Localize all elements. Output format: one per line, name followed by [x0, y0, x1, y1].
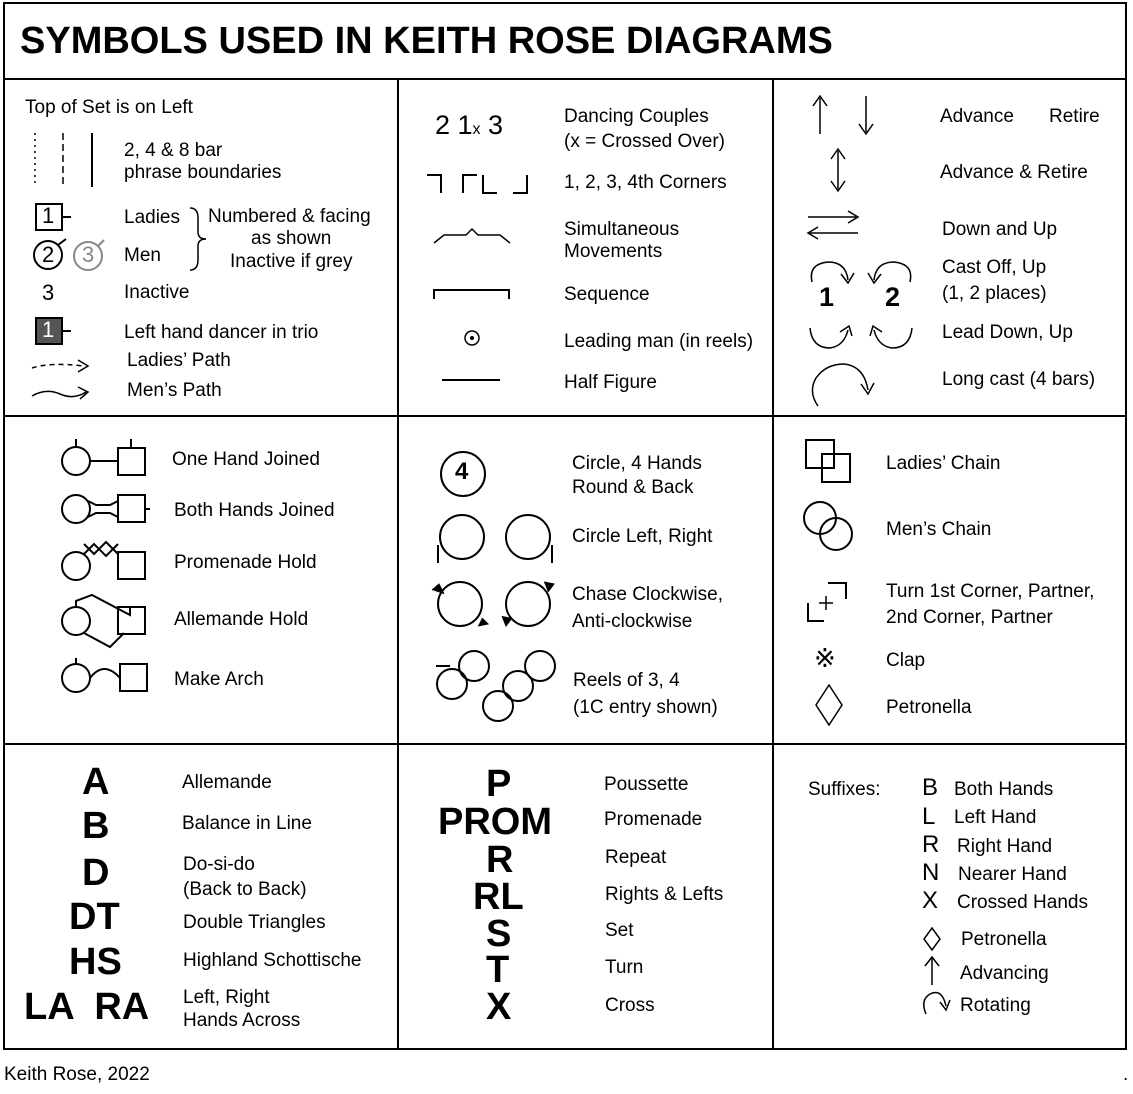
- chase-clockwise-icon: [432, 578, 492, 630]
- col-divider-1: [397, 78, 399, 1050]
- half-figure-label: Half Figure: [564, 372, 657, 393]
- numbered-note-3: Inactive if grey: [230, 251, 353, 272]
- label-balance: Balance in Line: [182, 813, 312, 834]
- suffix-symbol-n: N: [922, 859, 940, 886]
- retire-arrow-icon: [856, 94, 876, 136]
- one-hand-joined-icon: [60, 437, 150, 477]
- one-hand-label: One Hand Joined: [172, 449, 320, 470]
- inactive-number: 3: [42, 280, 55, 305]
- chase-anticlockwise-icon: [500, 578, 560, 630]
- label-double-triangles: Double Triangles: [183, 912, 326, 933]
- label-cross: Cross: [605, 995, 655, 1016]
- suffixes-label: Suffixes:: [808, 779, 881, 800]
- symbol-rights-lefts: RL: [473, 876, 524, 918]
- couples-label-1: Dancing Couples: [564, 106, 709, 127]
- corners-icon: [425, 172, 535, 196]
- page-title: SYMBOLS USED IN KEITH ROSE DIAGRAMS: [20, 20, 833, 62]
- symbol-cross: X: [486, 986, 512, 1028]
- label-turn: Turn: [605, 957, 644, 978]
- mens-chain-icon: [802, 500, 858, 554]
- leading-man-icon: [463, 329, 481, 347]
- clap-label: Clap: [886, 650, 926, 671]
- circle-four-number: 4: [455, 458, 469, 485]
- suffix-label-x: Crossed Hands: [957, 892, 1088, 913]
- leading-man-label: Leading man (in reels): [564, 331, 754, 352]
- suffix-label-r: Right Hand: [957, 836, 1053, 857]
- ladies-label: Ladies: [124, 207, 180, 228]
- phrase-boundary-lines-icon: [30, 130, 100, 190]
- circle-hands-label-1: Circle, 4 Hands: [572, 453, 702, 474]
- symbol-balance: B: [82, 805, 110, 847]
- ladies-path-arrow-icon: [30, 356, 92, 376]
- cast-number-1: 1: [819, 282, 835, 312]
- make-arch-icon: [60, 656, 152, 696]
- suffix-petronella-icon: [922, 926, 942, 954]
- symbol-dosido: D: [82, 852, 110, 894]
- couples-symbol-b: 3: [480, 110, 504, 140]
- simultaneous-label-1: Simultaneous: [564, 219, 680, 240]
- turn-corner-label-2: 2nd Corner, Partner: [886, 607, 1053, 628]
- symbol-allemande: A: [82, 761, 110, 803]
- lady-square-number: 1: [42, 203, 55, 228]
- suffix-symbol-b: B: [922, 774, 939, 801]
- reels-icon: [434, 648, 558, 726]
- chase-label-1: Chase Clockwise,: [572, 584, 723, 605]
- advance-arrow-icon: [810, 94, 830, 136]
- circle-left-right-label: Circle Left, Right: [572, 526, 713, 547]
- symbol-poussette: P: [486, 763, 512, 805]
- couples-symbol: [435, 110, 503, 145]
- brace-icon: [188, 206, 210, 272]
- cast-number-2: 2: [885, 282, 901, 312]
- simultaneous-icon: [432, 227, 512, 249]
- long-cast-icon: [806, 360, 878, 410]
- symbol-turn: T: [486, 949, 510, 991]
- label-set: Set: [605, 920, 634, 941]
- suffix-label-advancing: Advancing: [960, 963, 1049, 984]
- suffix-advancing-arrow-icon: [922, 955, 942, 987]
- footer-dot: .: [1123, 1064, 1129, 1085]
- row-divider-1: [5, 415, 1125, 417]
- trio-square-icon: [35, 317, 75, 347]
- trio-square-number: 1: [42, 317, 55, 342]
- phrase-label-2: phrase boundaries: [124, 162, 282, 183]
- lead-down-icon: [806, 322, 856, 352]
- lead-up-icon: [866, 322, 916, 352]
- row-divider-2: [5, 743, 1125, 745]
- long-cast-label: Long cast (4 bars): [942, 369, 1096, 390]
- suffix-label-l: Left Hand: [954, 807, 1037, 828]
- trio-label: Left hand dancer in trio: [124, 322, 319, 343]
- label-dosido-2: (Back to Back): [183, 879, 307, 900]
- ladies-chain-label: Ladies’ Chain: [886, 453, 1001, 474]
- suffix-symbol-l: L: [922, 803, 936, 830]
- mens-path-arrow-icon: [30, 384, 92, 404]
- allemande-hold-label: Allemande Hold: [174, 609, 309, 630]
- both-hands-joined-icon: [60, 491, 150, 527]
- corners-label: 1, 2, 3, 4th Corners: [564, 172, 727, 193]
- suffix-label-b: Both Hands: [954, 779, 1054, 800]
- chase-label-2: Anti-clockwise: [572, 611, 693, 632]
- title-divider: [5, 78, 1125, 80]
- couples-symbol-x: x: [472, 121, 481, 138]
- advance-label: Advance: [940, 106, 1014, 127]
- suffix-label-n: Nearer Hand: [958, 864, 1067, 885]
- symbol-double-triangles: DT: [69, 896, 120, 938]
- circle-left-icon: [434, 511, 494, 565]
- symbol-hands-across: LA RA: [24, 986, 150, 1028]
- ladies-chain-icon: [804, 438, 854, 484]
- allemande-hold-icon: [60, 593, 150, 649]
- down-up-label: Down and Up: [942, 219, 1058, 240]
- numbered-note-1: Numbered & facing: [208, 206, 371, 227]
- simultaneous-label-2: Movements: [564, 241, 663, 262]
- cast-label-2: (1, 2 places): [942, 283, 1047, 304]
- man-circle-number: 2: [42, 242, 55, 267]
- petronella-label: Petronella: [886, 697, 972, 718]
- sequence-icon: [432, 287, 512, 301]
- cast-label-1: Cast Off, Up: [942, 257, 1047, 278]
- promenade-hold-label: Promenade Hold: [174, 552, 317, 573]
- label-dosido: Do-si-do: [183, 854, 255, 875]
- suffix-label-rotating: Rotating: [960, 995, 1031, 1016]
- make-arch-label: Make Arch: [174, 669, 264, 690]
- phrase-label-1: 2, 4 & 8 bar: [124, 140, 223, 161]
- inactive-label: Inactive: [124, 282, 190, 303]
- half-figure-icon: [442, 378, 502, 382]
- symbol-set: S: [486, 913, 512, 955]
- mens-chain-label: Men’s Chain: [886, 519, 992, 540]
- set-orientation-note: Top of Set is on Left: [25, 97, 193, 118]
- inactive-man-circle-number: 3: [82, 242, 95, 267]
- both-hands-label: Both Hands Joined: [174, 500, 335, 521]
- label-repeat: Repeat: [605, 847, 667, 868]
- symbol-repeat: R: [486, 839, 514, 881]
- promenade-hold-icon: [60, 538, 150, 582]
- label-rights-lefts: Rights & Lefts: [605, 884, 724, 905]
- couples-symbol-a: 2 1: [435, 110, 473, 140]
- suffix-symbol-x: X: [922, 887, 939, 914]
- suffix-rotating-arrow-icon: [918, 988, 952, 1018]
- reels-label-2: (1C entry shown): [573, 697, 718, 718]
- mens-path-label: Men’s Path: [127, 380, 222, 401]
- lead-label: Lead Down, Up: [942, 322, 1073, 343]
- down-up-arrows-icon: [806, 209, 860, 241]
- turn-corner-label-1: Turn 1st Corner, Partner,: [886, 581, 1095, 602]
- label-highland: Highland Schottische: [183, 950, 362, 971]
- label-promenade: Promenade: [604, 809, 703, 830]
- label-hands-across-1: Left, Right: [183, 987, 270, 1008]
- label-allemande: Allemande: [182, 772, 272, 793]
- symbol-highland: HS: [69, 941, 122, 983]
- suffix-symbol-r: R: [922, 831, 940, 858]
- lady-square-icon: [35, 203, 75, 233]
- suffix-label-petronella: Petronella: [961, 929, 1047, 950]
- symbol-promenade: PROM: [438, 801, 552, 843]
- label-hands-across-2: Hands Across: [183, 1010, 301, 1031]
- advance-retire-arrow-icon: [828, 147, 848, 193]
- circle-right-icon: [500, 511, 560, 565]
- retire-label: Retire: [1049, 106, 1100, 127]
- clap-icon: ※: [814, 644, 836, 674]
- reels-label-1: Reels of 3, 4: [573, 670, 680, 691]
- ladies-path-label: Ladies’ Path: [127, 350, 231, 371]
- petronella-diamond-icon: [814, 683, 844, 727]
- circle-hands-label-2: Round & Back: [572, 477, 694, 498]
- footer-credit: Keith Rose, 2022: [4, 1064, 150, 1085]
- sequence-label: Sequence: [564, 284, 650, 305]
- advance-retire-label: Advance & Retire: [940, 162, 1088, 183]
- col-divider-2: [772, 78, 774, 1050]
- couples-label-2: (x = Crossed Over): [564, 131, 726, 152]
- label-poussette: Poussette: [604, 774, 689, 795]
- turn-corner-icon: [806, 581, 850, 625]
- numbered-note-2: as shown: [251, 228, 332, 249]
- men-label: Men: [124, 245, 161, 266]
